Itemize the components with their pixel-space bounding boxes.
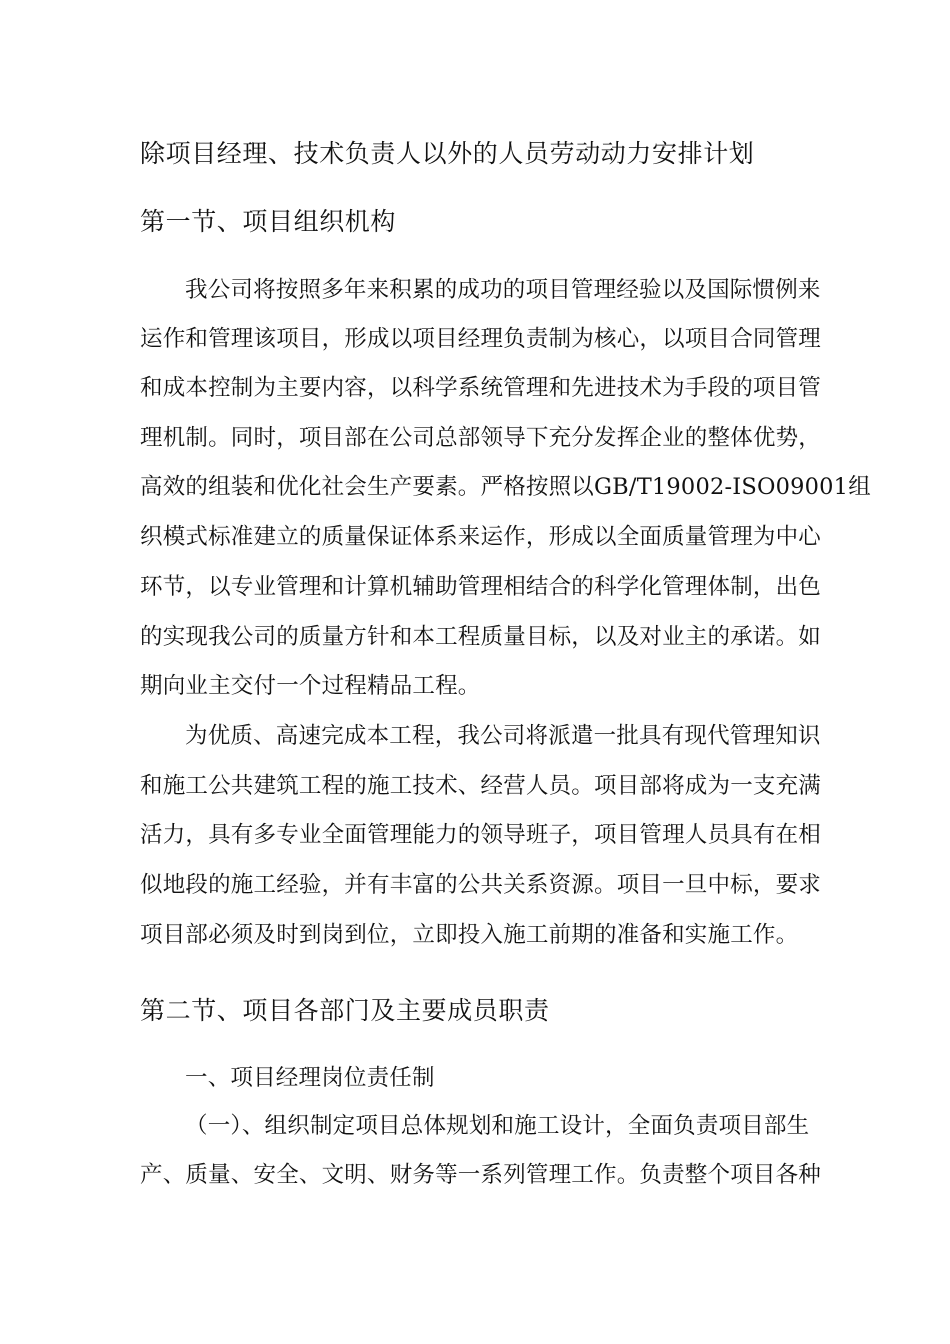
- paragraph-line: 期向业主交付一个过程精品工程。: [140, 673, 481, 699]
- section-2-heading: 第二节、项目各部门及主要成员职责: [140, 996, 550, 1025]
- paragraph-line: 似地段的施工经验，并有丰富的公共关系资源。项目一旦中标，要求: [140, 872, 822, 898]
- paragraph-line: 的实现我公司的质量方针和本工程质量目标，以及对业主的承诺。如: [140, 624, 822, 650]
- paragraph-line: 产、质量、安全、文明、财务等一系列管理工作。负责整个项目各种: [140, 1162, 822, 1188]
- paragraph-line: 和施工公共建筑工程的施工技术、经营人员。项目部将成为一支充满: [140, 773, 822, 799]
- paragraph-line: 高效的组装和优化社会生产要素。严格按照以GB/T19002-ISO09001组: [140, 474, 871, 500]
- paragraph-line: （一）、组织制定项目总体规划和施工设计，全面负责项目部生: [185, 1113, 810, 1139]
- paragraph-line: 理机制。同时，项目部在公司总部领导下充分发挥企业的整体优势，: [140, 425, 822, 451]
- paragraph-line: 我公司将按照多年来积累的成功的项目管理经验以及国际惯例来: [185, 277, 821, 303]
- paragraph-line: 和成本控制为主要内容，以科学系统管理和先进技术为手段的项目管: [140, 375, 822, 401]
- paragraph-line: 运作和管理该项目，形成以项目经理负责制为核心，以项目合同管理: [140, 326, 822, 352]
- section-2-subheading: 一、项目经理岗位责任制: [185, 1065, 435, 1091]
- document-title: 除项目经理、技术负责人以外的人员劳动动力安排计划: [140, 139, 755, 168]
- paragraph-line: 环节，以专业管理和计算机辅助管理相结合的科学化管理体制，出色: [140, 574, 822, 600]
- paragraph-line: 活力，具有多专业全面管理能力的领导班子，项目管理人员具有在相: [140, 822, 822, 848]
- section-1-heading: 第一节、项目组织机构: [140, 207, 397, 236]
- paragraph-line: 为优质、高速完成本工程，我公司将派遣一批具有现代管理知识: [185, 723, 821, 749]
- paragraph-line: 项目部必须及时到岗到位，立即投入施工前期的准备和实施工作。: [140, 922, 799, 948]
- paragraph-line: 织模式标准建立的质量保证体系来运作，形成以全面质量管理为中心: [140, 524, 822, 550]
